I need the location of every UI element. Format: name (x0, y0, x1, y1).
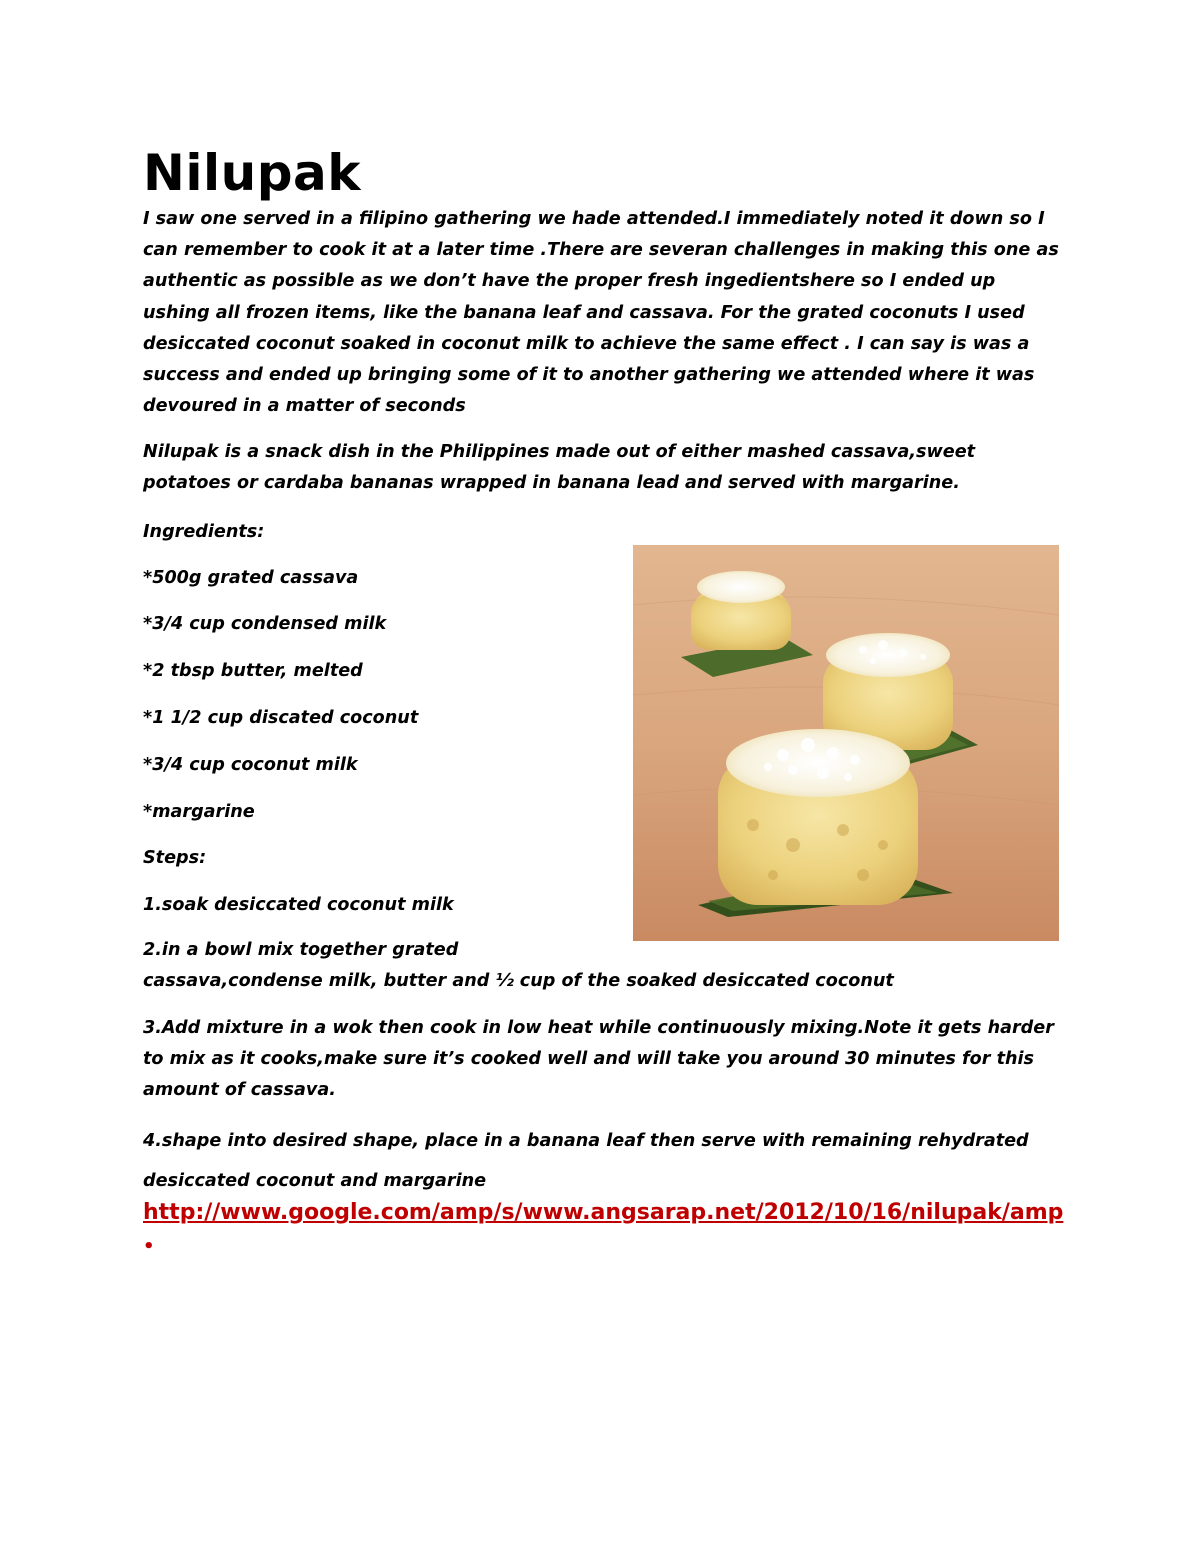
steps-heading: Steps: (143, 848, 207, 868)
step-2-line-2: cassava,condense milk, butter and ½ cup of the soaked desiccated coconut (143, 971, 894, 992)
page-title: Nilupak (143, 144, 362, 202)
step-1: 1.soak desiccated coconut milk (143, 895, 454, 915)
nilupak-photo (633, 545, 1059, 941)
intro-paragraph: I saw one served in a filipino gathering we hade attended.I immediately noted it down so I can remember to cook it at a later time .There are severan challenges in making this one as authentic as possible as we don’t have the proper fresh ingedientshere so I ended up ushing all frozen items, like the banana leaf and cassava. For the grated coconuts I used desiccated coconut soaked in coconut milk to achieve the same effect . I can say is was a success and ended up bringing some of it to another gathering we attended where it was devoured in a matter of seconds (143, 209, 1059, 417)
description-paragraph: Nilupak is a snack dish in the Philippines made out of either mashed cassava,sweet potatoes or cardaba bananas wrapped in banana lead and served with margarine. (143, 442, 976, 494)
ingredients-heading: Ingredients: (143, 522, 265, 542)
source-link[interactable]: http://www.google.com/amp/s/www.angsarap.net/2012/10/16/nilupak/amp (143, 1200, 1064, 1225)
step-2-line-1: 2.in a bowl mix together grated (143, 940, 459, 960)
ingredient-item: *3/4 cup coconut milk (143, 755, 358, 775)
step-2 (143, 935, 903, 997)
ingredient-item: *margarine (143, 802, 255, 822)
step-3: 3.Add mixture in a wok then cook in low heat while continuously mixing.Note it gets harder to mix as it cooks,make sure it’s cooked well and will take you around 30 minutes for this amount of cassava. (143, 1018, 1054, 1101)
source-link-tail: • (143, 1236, 155, 1257)
ingredient-item: *1 1/2 cup discated coconut (143, 708, 419, 728)
ingredient-item: *500g grated cassava (143, 568, 359, 588)
ingredient-item: *2 tbsp butter, melted (143, 661, 363, 681)
step-4: 4.shape into desired shape, place in a banana leaf then serve with remaining rehydrated desiccated coconut and margarine (143, 1131, 1029, 1191)
ingredient-item: *3/4 cup condensed milk (143, 614, 387, 634)
